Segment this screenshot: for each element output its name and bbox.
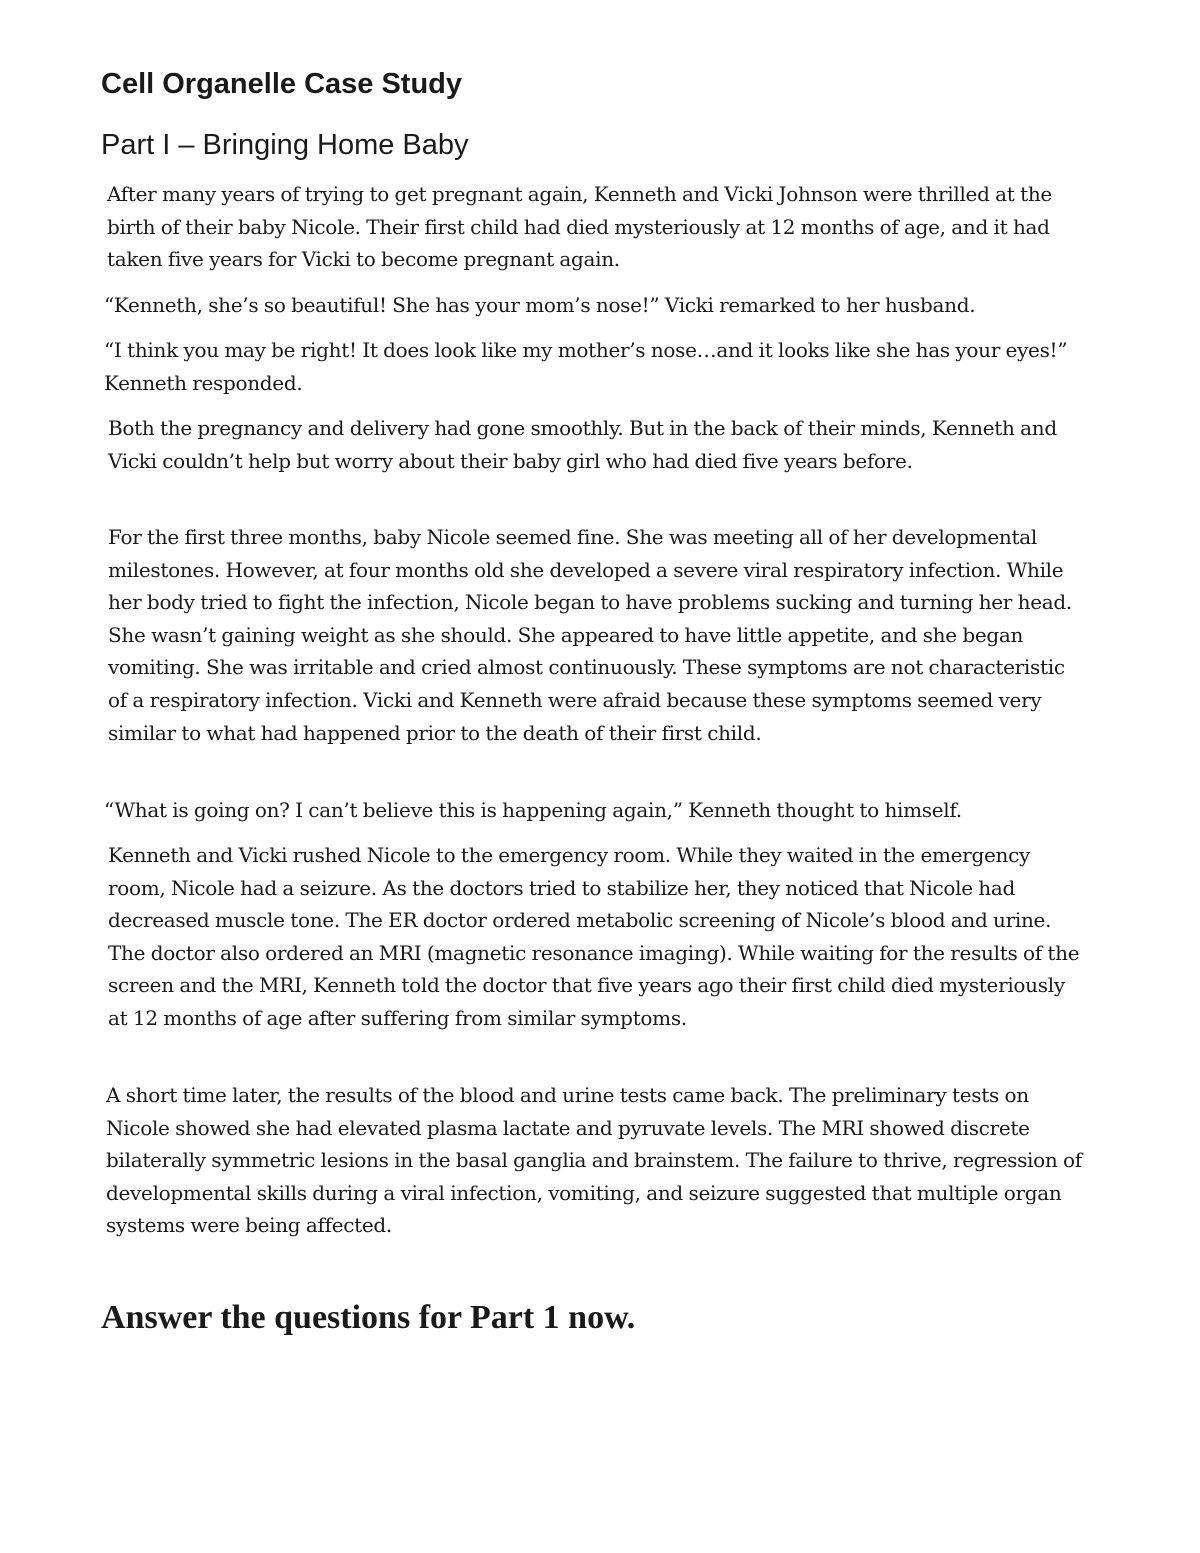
paragraph-kenneth-quote: “I think you may be right! It does look like my mother’s nose…and it looks like she has your eyes!” Kenneth responded. — [104, 338, 1068, 395]
document-title: Cell Organelle Case Study — [101, 68, 463, 100]
paragraph-kenneth-thought: “What is going on? I can’t believe this is happening again,” Kenneth thought to himself. — [104, 798, 962, 822]
paragraph-intro: After many years of trying to get pregnant again, Kenneth and Vicki Johnson were thrilled at the birth of their baby Nicole. Their first child had died mysteriously at 12 months of age, and it had taken five years for Vicki to become pregnant again. — [107, 182, 1052, 272]
paragraph-results: A short time later, the results of the blood and urine tests came back. The preliminary tests on Nicole showed she had elevated plasma lactate and pyruvate levels. The MRI showed discrete bilaterally symmetric lesions in the basal ganglia and brainstem. The failure to thrive, regression of developmental skills during a viral infection, vomiting, and seizure suggested that multiple organ systems were being affected. — [106, 1083, 1082, 1238]
section-heading: Part I – Bringing Home Baby — [101, 129, 469, 161]
paragraph-pregnancy: Both the pregnancy and delivery had gone smoothly. But in the back of their minds, Kenneth and Vicki couldn’t help but worry about their baby girl who had died five years before. — [108, 416, 1057, 473]
answer-instruction: Answer the questions for Part 1 now. — [101, 1299, 636, 1336]
paragraph-symptoms: For the first three months, baby Nicole seemed fine. She was meeting all of her developmental milestones. However, at four months old she developed a severe viral respiratory infection. While her body tried to fight the infection, Nicole began to have problems sucking and turning her head. She wasn’t gaining weight as she should. She appeared to have little appetite, and she began vomiting. She was irritable and cried almost continuously. These symptoms are not characteristic of a respiratory infection. Vicki and Kenneth were afraid because these symptoms seemed very similar to what had happened prior to the death of their first child. — [108, 525, 1072, 745]
paragraph-emergency-room: Kenneth and Vicki rushed Nicole to the emergency room. While they waited in the emergency room, Nicole had a seizure. As the doctors tried to stabilize her, they noticed that Nicole had decreased muscle tone. The ER doctor ordered metabolic screening of Nicole’s blood and urine. The doctor also ordered an MRI (magnetic resonance imaging). While waiting for the results of the screen and the MRI, Kenneth told the doctor that five years ago their first child died mysteriously at 12 months of age after suffering from similar symptoms. — [108, 843, 1080, 1030]
paragraph-vicki-quote: “Kenneth, she’s so beautiful! She has your mom’s nose!” Vicki remarked to her husband. — [104, 293, 976, 317]
